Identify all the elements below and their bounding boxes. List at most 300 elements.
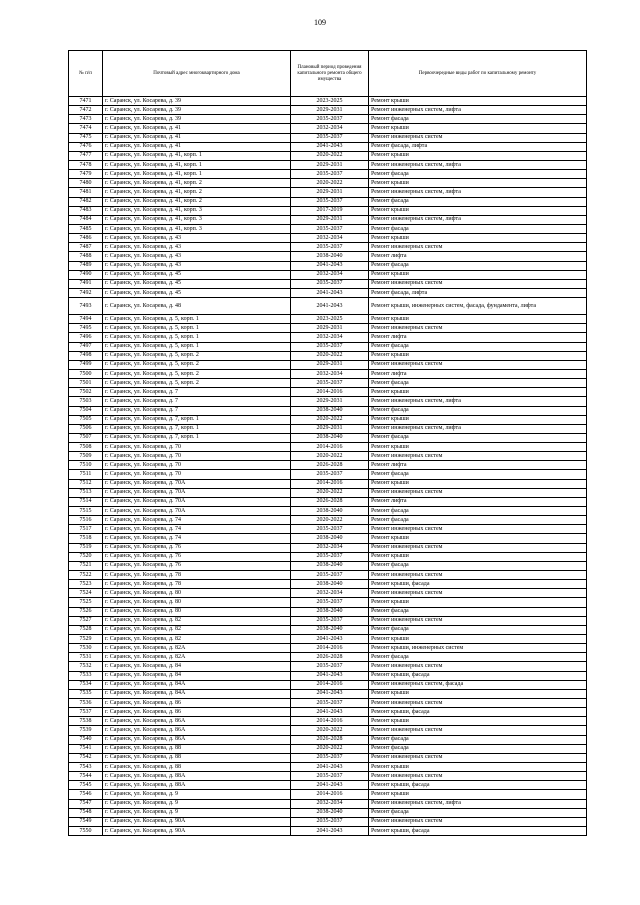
row-number: 7530	[69, 644, 103, 653]
row-period: 2041-2043	[291, 288, 369, 297]
row-works: Ремонт фасада	[369, 470, 587, 479]
table-row	[69, 261, 587, 270]
row-period: 2035-2037	[291, 224, 369, 233]
row-address: г. Саранск, ул. Косарева, д. 7	[103, 388, 291, 397]
row-address: г. Саранск, ул. Косарева, д. 82	[103, 635, 291, 644]
row-address: г. Саранск, ул. Косарева, д. 90А	[103, 817, 291, 826]
row-address: г. Саранск, ул. Косарева, д. 88	[103, 762, 291, 771]
table-row	[69, 479, 587, 488]
row-works: Ремонт фасада	[369, 342, 587, 351]
row-period: 2035-2037	[291, 170, 369, 179]
row-period: 2032-2034	[291, 589, 369, 598]
table-row	[69, 379, 587, 388]
row-period: 2035-2037	[291, 525, 369, 534]
row-number: 7542	[69, 753, 103, 762]
row-address: г. Саранск, ул. Косарева, д. 78	[103, 571, 291, 580]
row-works: Ремонт фасада	[369, 507, 587, 516]
row-address: г. Саранск, ул. Косарева, д. 45	[103, 288, 291, 297]
row-period: 2014-2016	[291, 388, 369, 397]
row-number: 7489	[69, 261, 103, 270]
row-period: 2023-2025	[291, 315, 369, 324]
row-period: 2029-2031	[291, 397, 369, 406]
table-row	[69, 497, 587, 506]
row-number: 7477	[69, 151, 103, 160]
table-row	[69, 644, 587, 653]
row-works: Ремонт крыши, фасада	[369, 781, 587, 790]
table-row	[69, 206, 587, 215]
row-works: Ремонт фасада, лифта	[369, 288, 587, 297]
row-address: г. Саранск, ул. Косарева, д. 76	[103, 552, 291, 561]
capital-repair-table	[68, 50, 587, 836]
row-works: Ремонт фасада, лифта	[369, 142, 587, 151]
table-row	[69, 726, 587, 735]
row-number: 7528	[69, 625, 103, 634]
row-number: 7505	[69, 415, 103, 424]
row-period: 2041-2043	[291, 261, 369, 270]
row-period: 2035-2037	[291, 699, 369, 708]
table-row	[69, 279, 587, 288]
row-works: Ремонт крыши	[369, 415, 587, 424]
row-address: г. Саранск, ул. Косарева, д. 70	[103, 443, 291, 452]
row-number: 7483	[69, 206, 103, 215]
row-period: 2026-2028	[291, 653, 369, 662]
row-works: Ремонт крыши	[369, 206, 587, 215]
row-works: Ремонт фасада	[369, 735, 587, 744]
row-address: г. Саранск, ул. Косарева, д. 5, корп. 1	[103, 324, 291, 333]
row-works: Ремонт инженерных систем, лифта	[369, 106, 587, 115]
row-period: 2026-2028	[291, 461, 369, 470]
row-number: 7549	[69, 817, 103, 826]
row-address: г. Саранск, ул. Косарева, д. 41, корп. 2	[103, 179, 291, 188]
row-works: Ремонт фасада	[369, 379, 587, 388]
table-row	[69, 252, 587, 261]
row-period: 2035-2037	[291, 197, 369, 206]
row-works: Ремонт фасада	[369, 653, 587, 662]
row-period: 2041-2043	[291, 762, 369, 771]
row-period: 2041-2043	[291, 298, 369, 315]
row-number: 7545	[69, 781, 103, 790]
row-period: 2020-2022	[291, 726, 369, 735]
row-works: Ремонт фасада	[369, 744, 587, 753]
row-number: 7525	[69, 598, 103, 607]
row-works: Ремонт фасада	[369, 561, 587, 570]
row-address: г. Саранск, ул. Косарева, д. 41, корп. 1	[103, 160, 291, 169]
row-number: 7535	[69, 689, 103, 698]
table-row	[69, 215, 587, 224]
row-number: 7547	[69, 799, 103, 808]
row-period: 2020-2022	[291, 151, 369, 160]
row-address: г. Саранск, ул. Косарева, д. 5, корп. 2	[103, 360, 291, 369]
row-period: 2041-2043	[291, 689, 369, 698]
row-address: г. Саранск, ул. Косарева, д. 86А	[103, 717, 291, 726]
row-number: 7533	[69, 671, 103, 680]
row-number: 7514	[69, 497, 103, 506]
table-row	[69, 817, 587, 826]
table-row	[69, 689, 587, 698]
table-row	[69, 197, 587, 206]
row-number: 7524	[69, 589, 103, 598]
row-address: г. Саранск, ул. Косарева, д. 5, корп. 1	[103, 342, 291, 351]
row-address: г. Саранск, ул. Косарева, д. 45	[103, 270, 291, 279]
row-works: Ремонт инженерных систем	[369, 452, 587, 461]
row-number: 7536	[69, 699, 103, 708]
row-works: Ремонт крыши	[369, 315, 587, 324]
row-period: 2035-2037	[291, 598, 369, 607]
row-address: г. Саранск, ул. Косарева, д. 76	[103, 561, 291, 570]
table-row	[69, 342, 587, 351]
row-works: Ремонт лифта	[369, 461, 587, 470]
row-address: г. Саранск, ул. Косарева, д. 70	[103, 470, 291, 479]
row-works: Ремонт крыши	[369, 443, 587, 452]
row-works: Ремонт фасада	[369, 433, 587, 442]
table-row	[69, 808, 587, 817]
row-address: г. Саранск, ул. Косарева, д. 86	[103, 699, 291, 708]
row-address: г. Саранск, ул. Косарева, д. 84	[103, 662, 291, 671]
row-period: 2029-2031	[291, 360, 369, 369]
row-number: 7480	[69, 179, 103, 188]
row-period: 2032-2034	[291, 369, 369, 378]
row-period: 2035-2037	[291, 772, 369, 781]
row-number: 7518	[69, 534, 103, 543]
row-address: г. Саранск, ул. Косарева, д. 84А	[103, 689, 291, 698]
row-period: 2041-2043	[291, 826, 369, 835]
table-row	[69, 653, 587, 662]
row-address: г. Саранск, ул. Косарева, д. 41, корп. 3	[103, 215, 291, 224]
row-works: Ремонт инженерных систем, лифта	[369, 188, 587, 197]
row-address: г. Саранск, ул. Косарева, д. 9	[103, 808, 291, 817]
row-number: 7526	[69, 607, 103, 616]
row-address: г. Саранск, ул. Косарева, д. 82А	[103, 644, 291, 653]
row-number: 7508	[69, 443, 103, 452]
row-number: 7507	[69, 433, 103, 442]
table-row	[69, 315, 587, 324]
table-row	[69, 799, 587, 808]
row-number: 7484	[69, 215, 103, 224]
table-row	[69, 133, 587, 142]
table-row	[69, 744, 587, 753]
row-address: г. Саранск, ул. Косарева, д. 7, корп. 1	[103, 424, 291, 433]
row-number: 7511	[69, 470, 103, 479]
row-works: Ремонт крыши	[369, 270, 587, 279]
row-number: 7475	[69, 133, 103, 142]
row-period: 2035-2037	[291, 279, 369, 288]
table-row	[69, 543, 587, 552]
row-works: Ремонт крыши	[369, 479, 587, 488]
row-number: 7471	[69, 97, 103, 106]
row-address: г. Саранск, ул. Косарева, д. 41, корп. 2	[103, 188, 291, 197]
row-period: 2032-2034	[291, 333, 369, 342]
row-works: Ремонт фасада	[369, 197, 587, 206]
row-works: Ремонт инженерных систем	[369, 243, 587, 252]
row-period: 2038-2040	[291, 625, 369, 634]
row-works: Ремонт инженерных систем, лифта	[369, 160, 587, 169]
table-row	[69, 470, 587, 479]
row-number: 7531	[69, 653, 103, 662]
table-row	[69, 461, 587, 470]
row-works: Ремонт крыши	[369, 124, 587, 133]
row-works: Ремонт инженерных систем	[369, 589, 587, 598]
row-number: 7513	[69, 488, 103, 497]
row-number: 7519	[69, 543, 103, 552]
table-row	[69, 708, 587, 717]
row-address: г. Саранск, ул. Косарева, д. 88А	[103, 781, 291, 790]
row-period: 2029-2031	[291, 215, 369, 224]
row-period: 2038-2040	[291, 534, 369, 543]
row-works: Ремонт крыши	[369, 234, 587, 243]
row-period: 2035-2037	[291, 571, 369, 580]
table-row	[69, 151, 587, 160]
row-number: 7512	[69, 479, 103, 488]
row-works: Ремонт инженерных систем	[369, 279, 587, 288]
row-address: г. Саранск, ул. Косарева, д. 86	[103, 708, 291, 717]
row-address: г. Саранск, ул. Косарева, д. 39	[103, 97, 291, 106]
row-works: Ремонт инженерных систем	[369, 133, 587, 142]
row-period: 2035-2037	[291, 616, 369, 625]
row-period: 2020-2022	[291, 179, 369, 188]
row-number: 7523	[69, 580, 103, 589]
row-number: 7493	[69, 298, 103, 315]
row-number: 7499	[69, 360, 103, 369]
row-works: Ремонт инженерных систем	[369, 772, 587, 781]
table-row	[69, 753, 587, 762]
row-address: г. Саранск, ул. Косарева, д. 78	[103, 580, 291, 589]
row-address: г. Саранск, ул. Косарева, д. 5, корп. 1	[103, 315, 291, 324]
row-address: г. Саранск, ул. Косарева, д. 7	[103, 397, 291, 406]
row-number: 7534	[69, 680, 103, 689]
table-row	[69, 270, 587, 279]
table-row	[69, 625, 587, 634]
table-row	[69, 288, 587, 297]
row-period: 2023-2025	[291, 97, 369, 106]
table-row	[69, 671, 587, 680]
table-row	[69, 507, 587, 516]
table-row	[69, 106, 587, 115]
row-period: 2029-2031	[291, 188, 369, 197]
table-row	[69, 142, 587, 151]
row-number: 7486	[69, 234, 103, 243]
row-address: г. Саранск, ул. Косарева, д. 5, корп. 2	[103, 379, 291, 388]
table-row	[69, 188, 587, 197]
table-row	[69, 534, 587, 543]
row-period: 2035-2037	[291, 817, 369, 826]
row-period: 2032-2034	[291, 799, 369, 808]
row-number: 7529	[69, 635, 103, 644]
row-works: Ремонт инженерных систем, лифта	[369, 397, 587, 406]
row-address: г. Саранск, ул. Косарева, д. 88	[103, 753, 291, 762]
table-row	[69, 224, 587, 233]
row-address: г. Саранск, ул. Косарева, д. 41, корп. 3	[103, 206, 291, 215]
row-number: 7497	[69, 342, 103, 351]
row-works: Ремонт крыши, инженерных систем	[369, 644, 587, 653]
row-works: Ремонт крыши, фасада	[369, 671, 587, 680]
row-period: 2032-2034	[291, 234, 369, 243]
row-works: Ремонт инженерных систем, фасада	[369, 680, 587, 689]
row-address: г. Саранск, ул. Косарева, д. 86А	[103, 726, 291, 735]
row-period: 2035-2037	[291, 662, 369, 671]
row-works: Ремонт крыши, фасада	[369, 708, 587, 717]
row-number: 7532	[69, 662, 103, 671]
row-number: 7516	[69, 516, 103, 525]
row-number: 7537	[69, 708, 103, 717]
table-row	[69, 607, 587, 616]
row-address: г. Саранск, ул. Косарева, д. 80	[103, 589, 291, 598]
table-row	[69, 424, 587, 433]
row-address: г. Саранск, ул. Косарева, д. 70	[103, 452, 291, 461]
row-address: г. Саранск, ул. Косарева, д. 70	[103, 461, 291, 470]
row-period: 2038-2040	[291, 561, 369, 570]
row-number: 7502	[69, 388, 103, 397]
row-address: г. Саранск, ул. Косарева, д. 7, корп. 1	[103, 415, 291, 424]
table-row	[69, 415, 587, 424]
row-number: 7479	[69, 170, 103, 179]
row-address: г. Саранск, ул. Косарева, д. 5, корп. 1	[103, 333, 291, 342]
row-period: 2038-2040	[291, 406, 369, 415]
row-period: 2014-2016	[291, 479, 369, 488]
row-address: г. Саранск, ул. Косарева, д. 41	[103, 133, 291, 142]
table-row	[69, 298, 587, 315]
row-works: Ремонт инженерных систем, лифта	[369, 799, 587, 808]
row-period: 2035-2037	[291, 552, 369, 561]
row-address: г. Саранск, ул. Косарева, д. 90А	[103, 826, 291, 835]
row-address: г. Саранск, ул. Косарева, д. 9	[103, 799, 291, 808]
row-period: 2041-2043	[291, 781, 369, 790]
row-works: Ремонт лифта	[369, 369, 587, 378]
row-period: 2041-2043	[291, 708, 369, 717]
row-number: 7527	[69, 616, 103, 625]
row-number: 7474	[69, 124, 103, 133]
row-period: 2026-2028	[291, 497, 369, 506]
row-address: г. Саранск, ул. Косарева, д. 74	[103, 516, 291, 525]
row-period: 2020-2022	[291, 488, 369, 497]
row-works: Ремонт крыши	[369, 762, 587, 771]
row-works: Ремонт инженерных систем	[369, 817, 587, 826]
row-address: г. Саранск, ул. Косарева, д. 45	[103, 279, 291, 288]
row-period: 2038-2040	[291, 507, 369, 516]
row-address: г. Саранск, ул. Косарева, д. 88А	[103, 772, 291, 781]
row-number: 7485	[69, 224, 103, 233]
row-works: Ремонт инженерных систем	[369, 571, 587, 580]
table-row	[69, 589, 587, 598]
table-row	[69, 324, 587, 333]
row-period: 2020-2022	[291, 415, 369, 424]
table-row	[69, 243, 587, 252]
table-row	[69, 781, 587, 790]
row-address: г. Саранск, ул. Косарева, д. 5, корп. 2	[103, 369, 291, 378]
row-period: 2035-2037	[291, 470, 369, 479]
row-address: г. Саранск, ул. Косарева, д. 7, корп. 1	[103, 433, 291, 442]
row-period: 2029-2031	[291, 160, 369, 169]
table-row	[69, 790, 587, 799]
row-address: г. Саранск, ул. Косарева, д. 76	[103, 543, 291, 552]
row-number: 7487	[69, 243, 103, 252]
row-works: Ремонт крыши	[369, 598, 587, 607]
table-row	[69, 97, 587, 106]
row-number: 7544	[69, 772, 103, 781]
row-address: г. Саранск, ул. Косарева, д. 41, корп. 1	[103, 151, 291, 160]
row-number: 7494	[69, 315, 103, 324]
row-address: г. Саранск, ул. Косарева, д. 74	[103, 525, 291, 534]
row-address: г. Саранск, ул. Косарева, д. 7	[103, 406, 291, 415]
row-works: Ремонт фасада	[369, 808, 587, 817]
row-address: г. Саранск, ул. Косарева, д. 41, корп. 1	[103, 170, 291, 179]
row-address: г. Саранск, ул. Косарева, д. 9	[103, 790, 291, 799]
row-number: 7476	[69, 142, 103, 151]
row-works: Ремонт лифта	[369, 252, 587, 261]
row-period: 2035-2037	[291, 753, 369, 762]
row-period: 2020-2022	[291, 744, 369, 753]
row-address: г. Саранск, ул. Косарева, д. 84	[103, 671, 291, 680]
row-works: Ремонт крыши	[369, 790, 587, 799]
table-row	[69, 616, 587, 625]
row-number: 7495	[69, 324, 103, 333]
row-period: 2038-2040	[291, 808, 369, 817]
row-works: Ремонт крыши	[369, 388, 587, 397]
table-row	[69, 333, 587, 342]
row-period: 2032-2034	[291, 124, 369, 133]
row-number: 7521	[69, 561, 103, 570]
row-works: Ремонт инженерных систем	[369, 662, 587, 671]
table-row	[69, 516, 587, 525]
table-row	[69, 397, 587, 406]
row-works: Ремонт фасада	[369, 115, 587, 124]
row-works: Ремонт фасада	[369, 224, 587, 233]
row-works: Ремонт крыши	[369, 717, 587, 726]
row-number: 7548	[69, 808, 103, 817]
row-number: 7520	[69, 552, 103, 561]
row-address: г. Саранск, ул. Косарева, д. 43	[103, 261, 291, 270]
row-period: 2020-2022	[291, 516, 369, 525]
row-works: Ремонт инженерных систем	[369, 726, 587, 735]
row-works: Ремонт крыши	[369, 635, 587, 644]
table-row	[69, 561, 587, 570]
row-period: 2020-2022	[291, 351, 369, 360]
row-address: г. Саранск, ул. Косарева, д. 82	[103, 616, 291, 625]
table-row	[69, 762, 587, 771]
row-period: 2029-2031	[291, 424, 369, 433]
row-number: 7498	[69, 351, 103, 360]
row-number: 7506	[69, 424, 103, 433]
row-works: Ремонт фасада	[369, 261, 587, 270]
row-address: г. Саранск, ул. Косарева, д. 39	[103, 115, 291, 124]
row-period: 2014-2016	[291, 790, 369, 799]
table-row	[69, 598, 587, 607]
header-num: № п/п	[69, 51, 103, 97]
table-row	[69, 571, 587, 580]
row-works: Ремонт инженерных систем	[369, 543, 587, 552]
table-row	[69, 699, 587, 708]
table-row	[69, 388, 587, 397]
header-works: Первоочередные виды работ по капитальному ремонту	[369, 51, 587, 97]
row-period: 2014-2016	[291, 443, 369, 452]
row-number: 7482	[69, 197, 103, 206]
row-period: 2014-2016	[291, 717, 369, 726]
table-row	[69, 680, 587, 689]
row-works: Ремонт инженерных систем	[369, 488, 587, 497]
row-number: 7481	[69, 188, 103, 197]
row-address: г. Саранск, ул. Косарева, д. 39	[103, 106, 291, 115]
header-address: Почтовый адрес многоквартирного дома	[103, 51, 291, 97]
row-number: 7490	[69, 270, 103, 279]
row-works: Ремонт инженерных систем	[369, 753, 587, 762]
table-row	[69, 552, 587, 561]
row-period: 2035-2037	[291, 243, 369, 252]
row-address: г. Саранск, ул. Косарева, д. 70А	[103, 479, 291, 488]
row-number: 7509	[69, 452, 103, 461]
row-works: Ремонт инженерных систем	[369, 360, 587, 369]
row-works: Ремонт инженерных систем	[369, 616, 587, 625]
row-period: 2035-2037	[291, 133, 369, 142]
row-address: г. Саранск, ул. Косарева, д. 88	[103, 744, 291, 753]
